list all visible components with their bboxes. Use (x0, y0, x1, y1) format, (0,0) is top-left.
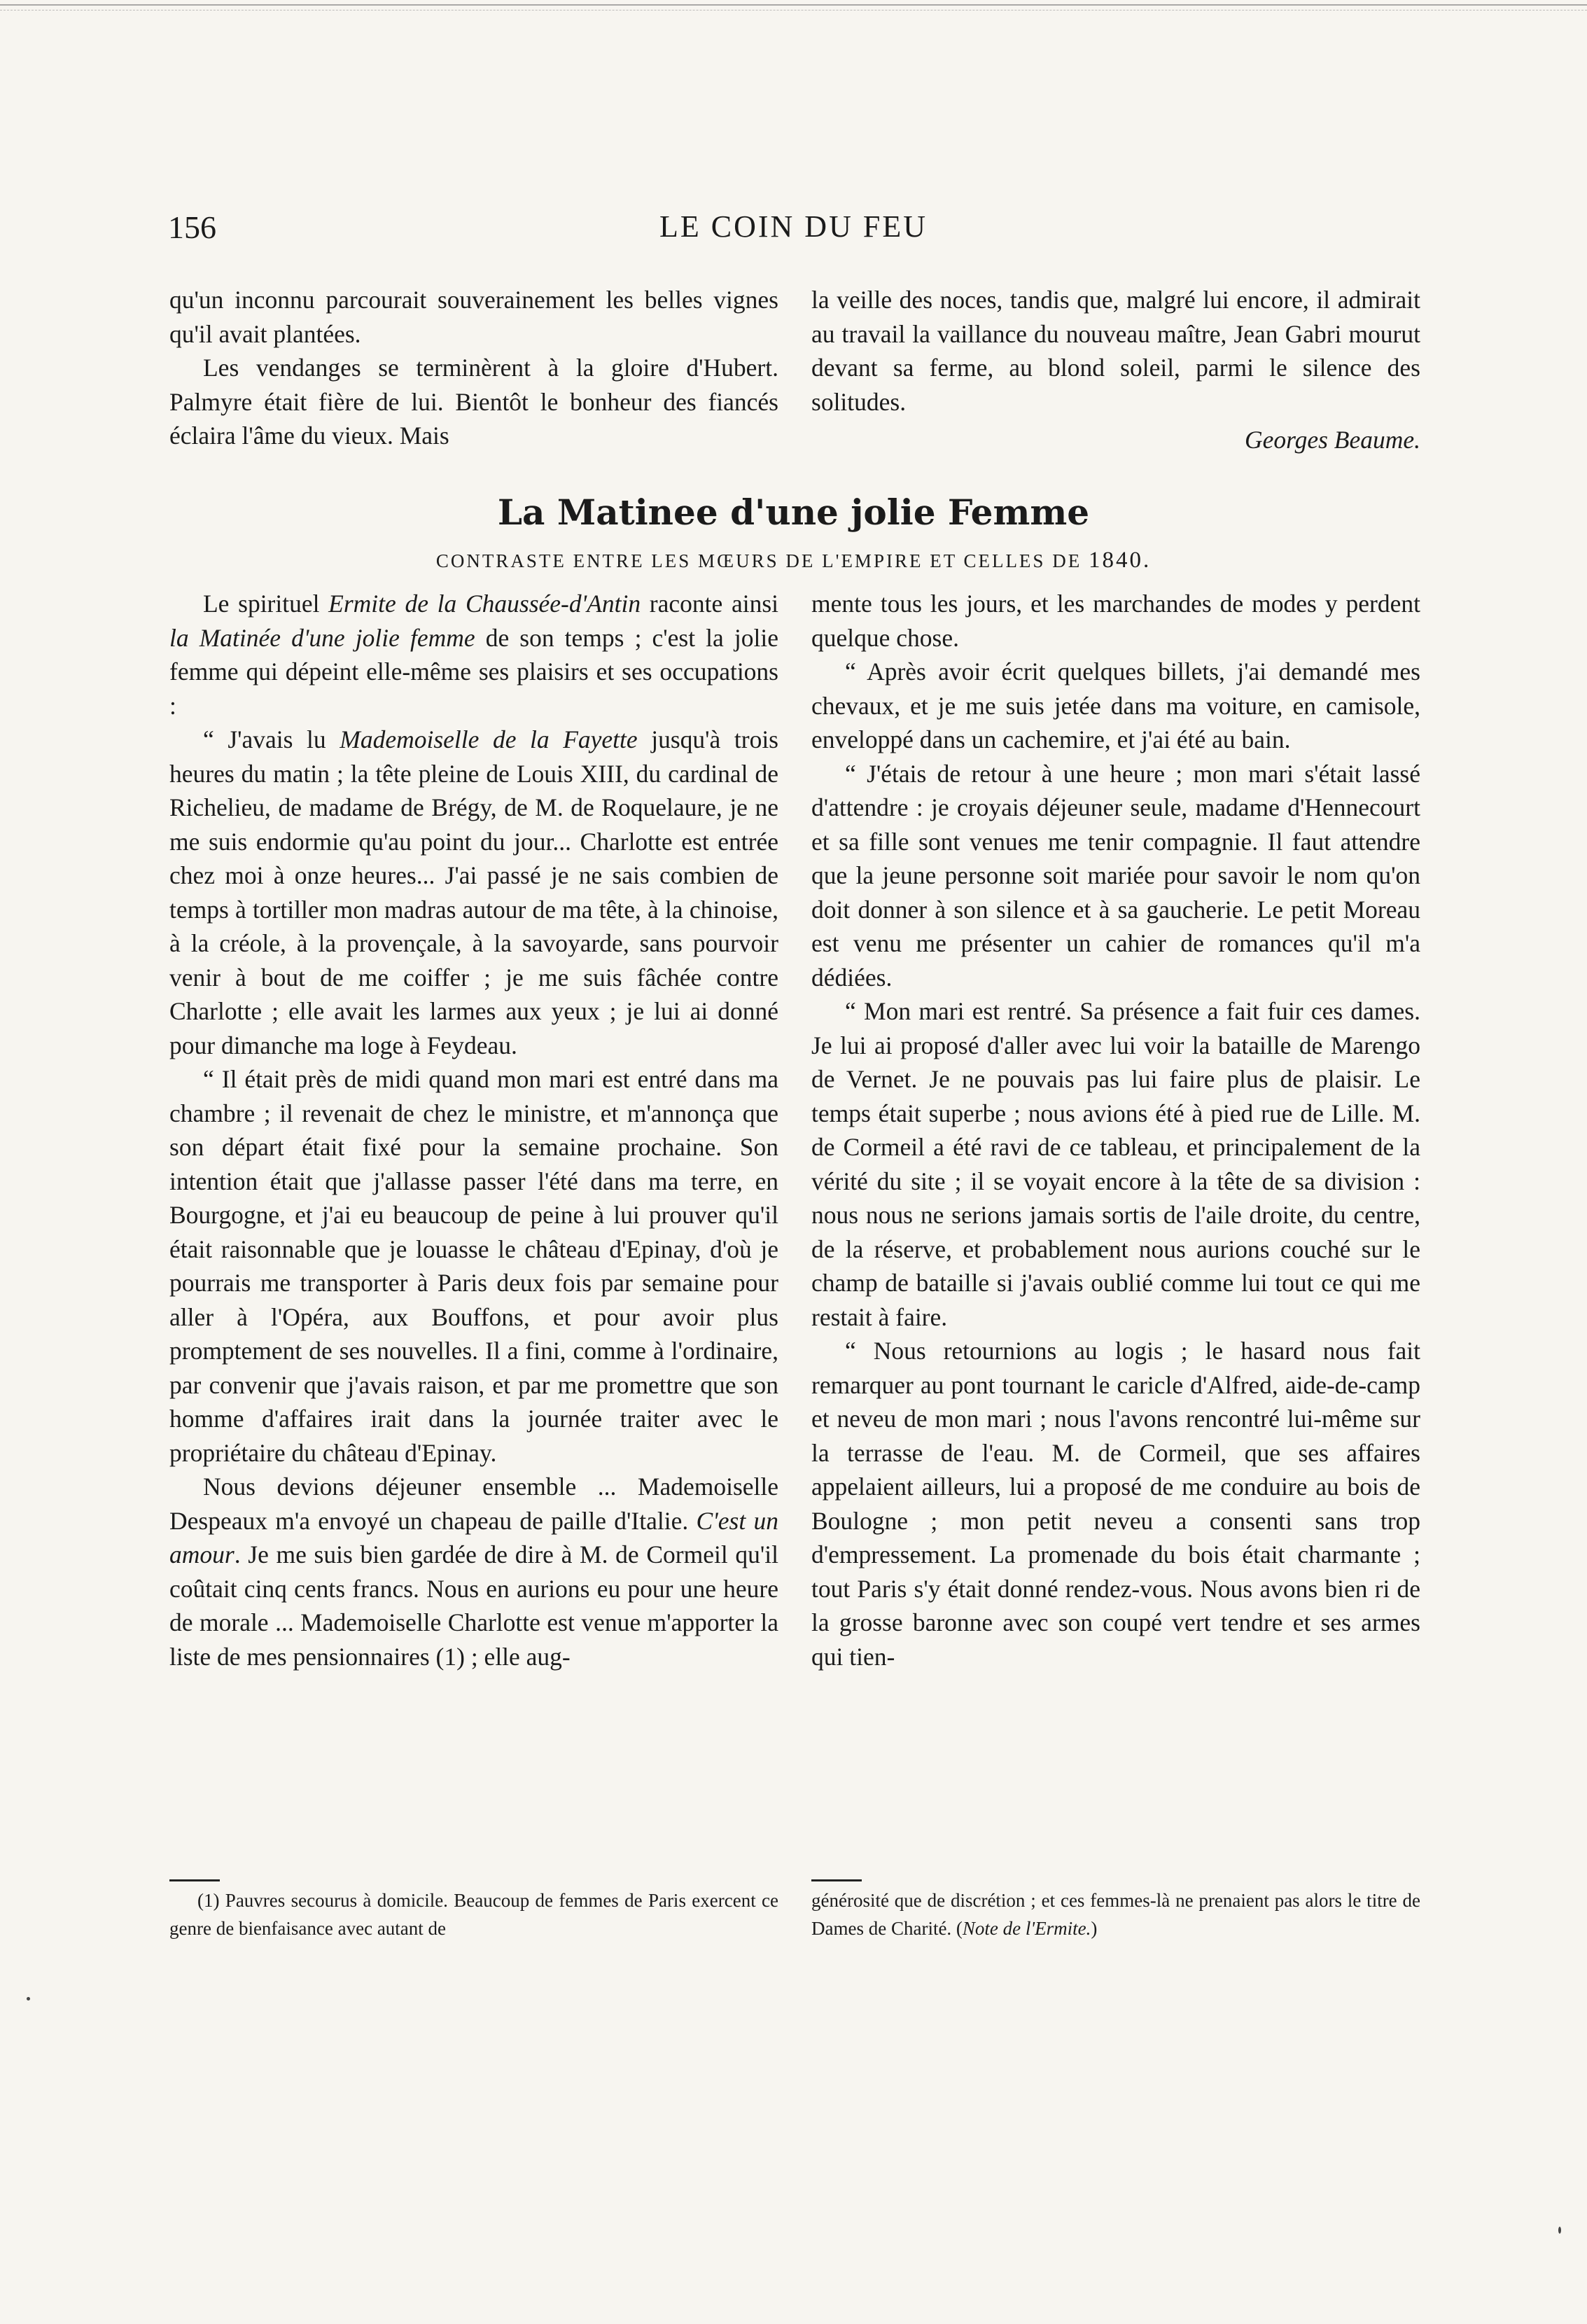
paragraph: “ Après avoir écrit quelques billets, j'ai demandé mes chevaux, et je me suis jetée dans ma voiture, en camisole, enveloppé dans un cachemire, et j'ai été au bain. (811, 657, 1420, 753)
subtitle-text: CONTRASTE ENTRE LES MŒURS DE L'EMPIRE ET CELLES DE (435, 550, 1082, 571)
paragraph: mente tous les jours, et les marchandes de modes y perdent quelque chose. (811, 590, 1420, 652)
scan-speck (1558, 2227, 1561, 2234)
italic-text: C'est un amour (169, 1506, 778, 1568)
running-title: LE COIN DU FEU (659, 209, 928, 244)
text: ) (1091, 1918, 1098, 1939)
text: Nous devions déjeuner ensemble ... Mademoiselle Despeaux m'a envoyé un chapeau de paille d'Italie. (169, 1473, 778, 1535)
paragraph: “ Nous retournions au logis ; le hasard nous fait remarquer au pont tournant le caricle d'Alfred, aide-de-camp et neveu de mon mari ; nous l'avons rencontré lui-même sur la terrasse de l'eau. M. de Cormeil, que ses affaires appelaient ailleurs, lui a proposé de me conduire au bois de Boulogne ; mon petit neveu a consenti sans trop d'empressement. La promenade du bois était charmante ; tout Paris s'y était donné rendez-vous. Nous avons bien ri de la grosse baronne avec son coupé vert tendre et ses armes qui tien- (811, 1337, 1420, 1671)
paragraph (169, 587, 778, 723)
italic-text: Ermite de la Chaussée-d'Antin (328, 590, 641, 618)
article-subtitle (0, 548, 1587, 573)
scan-speck (27, 1997, 30, 2001)
text: “ J'avais lu (203, 725, 340, 753)
paragraph (169, 723, 778, 1062)
text: raconte ainsi (641, 590, 778, 618)
paragraph: “ Mon mari est rentré. Sa présence a fait fuir ces dames. Je lui ai proposé d'aller avec lui voir la bataille de Marengo de Vernet. Je ne pouvais pas lui faire plus de plaisir. Le temps était superbe ; nous avions été à pied rue de Lille. M. de Cormeil a été ravi de ce tableau, et principalement de la vérité du site ; il se voyait encore à la tête de sa division : nous nous ne serions jamais sortis de l'aile droite, du centre, de la réserve, et probablement nous aurions couché sur le champ de bataille si j'avais oublié comme lui tout ce qui me restait à faire. (811, 997, 1420, 1331)
subtitle-year: 1840. (1088, 548, 1152, 573)
text: de son temps ; c'est la jolie femme qui dépeint elle-même ses plaisirs et ses occupations : (169, 623, 778, 720)
paragraph: la veille des noces, tandis que, malgré lui encore, il admirait au travail la vaillance du nouveau maître, Jean Gabri mourut devant sa ferme, au blond soleil, parmi le silence des solitudes. (811, 286, 1420, 416)
footnote-text: (1) Pauvres secourus à domicile. Beaucoup de femmes de Paris exercent ce genre de bienfaisance avec autant de (169, 1890, 778, 1939)
text: Le spirituel (203, 590, 329, 618)
text: générosité que de discrétion ; et ces femmes-là ne prenaient pas alors le titre de Dames de Charité. ( (811, 1890, 1420, 1939)
footnote-rule (169, 1879, 220, 1881)
paragraph: Les vendanges se terminèrent à la gloire d'Hubert. Palmyre était fière de lui. Bientôt le bonheur des fiancés éclaira l'âme du vieux. Mais (169, 354, 778, 450)
footnote-rule (811, 1879, 862, 1881)
previous-story-right-column (811, 283, 1420, 457)
page-number: 156 (168, 209, 216, 245)
article-right-column (811, 587, 1420, 1674)
text: jusqu'à trois heures du matin ; la tête pleine de Louis XIII, du cardinal de Richelieu, de madame de Brégy, de M. de Roquelaure, je ne me suis endormie qu'au point du jour... Charlotte est entrée chez moi à onze heures... J'ai passé je ne sais combien de temps à tortiller mon madras autour de ma tête, à la chinoise, à la créole, à la provençale, à la savoyarde, sans pourvoir venir à bout de me coiffer ; je me suis fâchée contre Charlotte ; elle avait les larmes aux yeux ; je lui ai donné pour dimanche ma loge à Feydeau. (169, 725, 778, 1059)
italic-text: la Matinée d'une jolie femme (169, 623, 475, 652)
paragraph: qu'un inconnu parcourait souverainement les belles vignes qu'il avait plantées. (169, 286, 778, 348)
author-signature: Georges Beaume. (1244, 426, 1420, 454)
footnote-text (811, 1886, 1420, 1942)
article-title: La Matinee d'une jolie Femme (497, 492, 1090, 533)
article-left-column (169, 587, 778, 1674)
previous-story-left-column (169, 283, 778, 453)
paragraph: “ J'étais de retour à une heure ; mon mari s'était lassé d'attendre : je croyais déjeuner seule, madame d'Hennecourt et sa fille sont venues me tenir compagnie. Il faut attendre que la jeune personne soit mariée pour savoir le nom qu'on doit donner à son silence et à sa gaucherie. Le petit Moreau est venu me présenter un cahier de romances qu'il m'a dédiées. (811, 759, 1420, 991)
paragraph: “ Il était près de midi quand mon mari est entré dans ma chambre ; il revenait de chez le ministre, et m'annonça que son départ était fixé pour la semaine prochaine. Son intention était que j'allasse passer l'été dans ma terre, en Bourgogne, et j'ai eu beaucoup de peine à lui prouver qu'il était raisonnable que je louasse le château d'Epinay, d'où je pourrais me transporter à Paris deux fois par semaine pour aller à l'Opéra, aux Bouffons, et pour avoir plus promptement de ses nouvelles. Il a fini, comme à l'ordinaire, par convenir que j'avais raison, et par me promettre que son homme d'affaires irait dans la journée traiter avec le propriétaire du château d'Epinay. (169, 1065, 778, 1467)
footnote-left (169, 1886, 778, 1942)
italic-text: Mademoiselle de la Fayette (340, 725, 638, 753)
paragraph (169, 1470, 778, 1674)
footnote-right (811, 1886, 1420, 1942)
text: . Je me suis bien gardée de dire à M. de Cormeil qu'il coûtait cinq cents francs. Nous en aurions eu pour une heure de morale ... Mademoiselle Charlotte est venue m'apporter la liste de mes pensionnaires (1) ; elle aug- (169, 1540, 778, 1671)
italic-text: Note de l'Ermite. (962, 1918, 1091, 1939)
top-scan-border (0, 4, 1587, 11)
